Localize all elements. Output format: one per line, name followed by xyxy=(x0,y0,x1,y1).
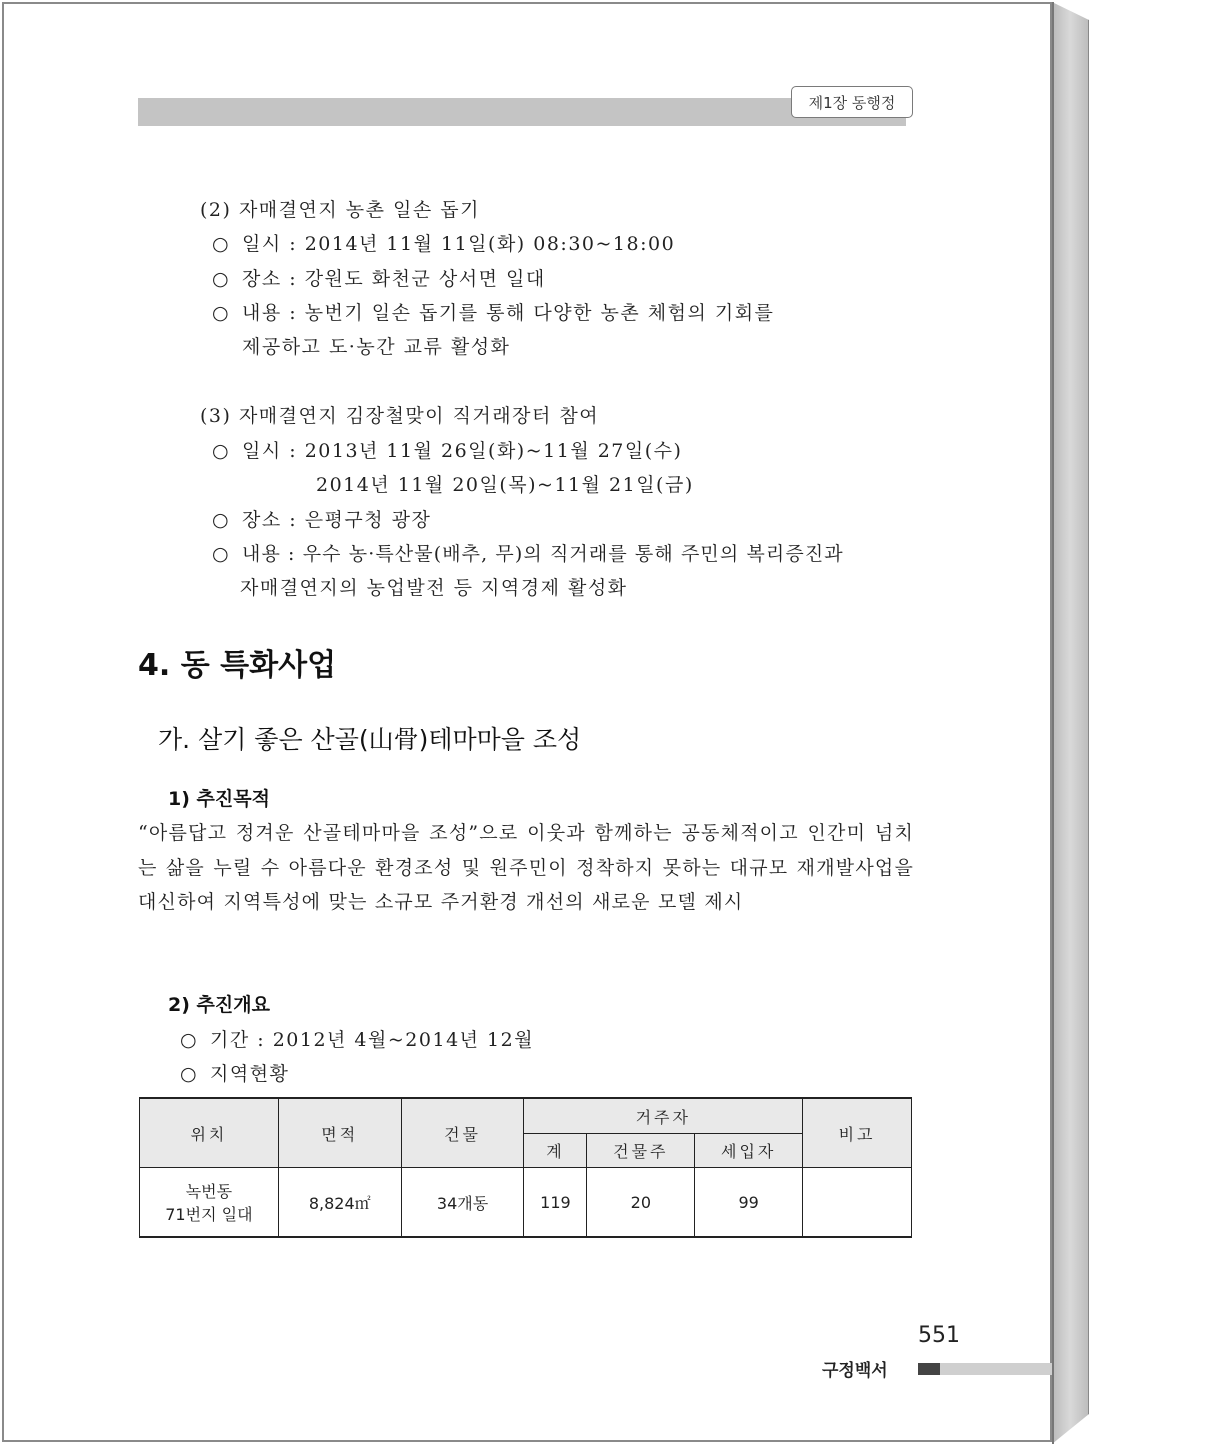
bullet-icon: ○ xyxy=(180,1029,199,1051)
header-location: 위치 xyxy=(140,1098,279,1168)
bullet-icon: ○ xyxy=(212,268,231,290)
header-owner: 건물주 xyxy=(587,1134,695,1168)
bullet-icon: ○ xyxy=(212,509,231,531)
overview-title: 2) 추진개요 xyxy=(168,994,270,1016)
purpose-paragraph: “아름답고 정겨운 산골테마마을 조성”으로 이웃과 함께하는 공동체적이고 인간미 넘치는 삶을 누릴 수 아름다운 환경조성 및 원주민이 정착하지 못하는 대규모 재개발사업을 대신하여 지역특성에 맞는 소규모 주거환경 개선의 새로운 모델 제시 xyxy=(138,822,914,913)
section-2-title: (2) 자매결연지 농촌 일손 돕기 xyxy=(200,199,480,221)
header-note: 비고 xyxy=(803,1098,912,1168)
section-3-content-cont: 자매결연지의 농업발전 등 지역경제 활성화 xyxy=(240,577,628,599)
place-text: 장소 : 은평구청 광장 xyxy=(242,509,432,531)
purpose-title: 1) 추진목적 xyxy=(168,788,270,810)
section-3-date xyxy=(212,436,682,463)
location-line-2: 71번지 일대 xyxy=(165,1205,253,1224)
header-residents: 거주자 xyxy=(524,1098,803,1134)
page-edge-line xyxy=(1052,2,1054,1444)
section-3-date-cont: 2014년 11월 20일(목)~11월 21일(금) xyxy=(316,474,694,496)
bullet-icon: ○ xyxy=(212,543,230,565)
sub-heading: 가. 살기 좋은 산골(山骨)테마마을 조성 xyxy=(158,725,582,754)
date-text: 일시 : 2013년 11월 26일(화)~11월 27일(수) xyxy=(242,440,683,462)
region-table xyxy=(139,1097,912,1238)
content-text: 내용 : 우수 농·특산물(배추, 무)의 직거래를 통해 주민의 복리증진과 xyxy=(242,543,844,565)
cell-owner: 20 xyxy=(587,1168,695,1238)
section-2-place xyxy=(212,264,546,291)
footer-bar xyxy=(918,1363,1052,1375)
place-text: 장소 : 강원도 화천군 상서면 일대 xyxy=(242,268,546,290)
header-tenant: 세입자 xyxy=(695,1134,803,1168)
section-3-title: (3) 자매결연지 김장철맞이 직거래장터 참여 xyxy=(200,405,600,427)
overview-status xyxy=(180,1059,289,1086)
bullet-icon: ○ xyxy=(212,440,231,462)
book-title: 구정백서 xyxy=(822,1361,888,1381)
section-2-content xyxy=(212,298,774,325)
cell-location xyxy=(140,1168,279,1238)
status-text: 지역현황 xyxy=(210,1063,290,1085)
chapter-heading: 4. 동 특화사업 xyxy=(138,648,337,683)
section-3-content xyxy=(212,539,844,566)
location-line-1: 녹번동 xyxy=(185,1182,233,1201)
overview-period xyxy=(180,1025,534,1052)
cell-building: 34개동 xyxy=(401,1168,524,1238)
section-3-place xyxy=(212,505,431,532)
table-row xyxy=(140,1168,912,1238)
page-number: 551 xyxy=(918,1323,960,1348)
section-2-date xyxy=(212,229,675,256)
date-text: 일시 : 2014년 11월 11일(화) 08:30~18:00 xyxy=(242,233,676,255)
cell-note xyxy=(803,1168,912,1238)
page-edge xyxy=(1052,2,1089,1444)
header-total: 계 xyxy=(524,1134,587,1168)
header-area: 면적 xyxy=(278,1098,401,1168)
bullet-icon: ○ xyxy=(180,1063,199,1085)
header-building: 건물 xyxy=(401,1098,524,1168)
content-text: 내용 : 농번기 일손 돕기를 통해 다양한 농촌 체험의 기회를 xyxy=(242,302,775,324)
chapter-tab: 제1장 동행정 xyxy=(791,86,913,118)
bullet-icon: ○ xyxy=(212,302,231,324)
cell-total: 119 xyxy=(524,1168,587,1238)
bullet-icon: ○ xyxy=(212,233,231,255)
section-2-content-cont: 제공하고 도·농간 교류 활성화 xyxy=(242,336,511,358)
period-text: 기간 : 2012년 4월~2014년 12월 xyxy=(210,1029,535,1051)
cell-area: 8,824㎡ xyxy=(278,1168,401,1238)
cell-tenant: 99 xyxy=(695,1168,803,1238)
